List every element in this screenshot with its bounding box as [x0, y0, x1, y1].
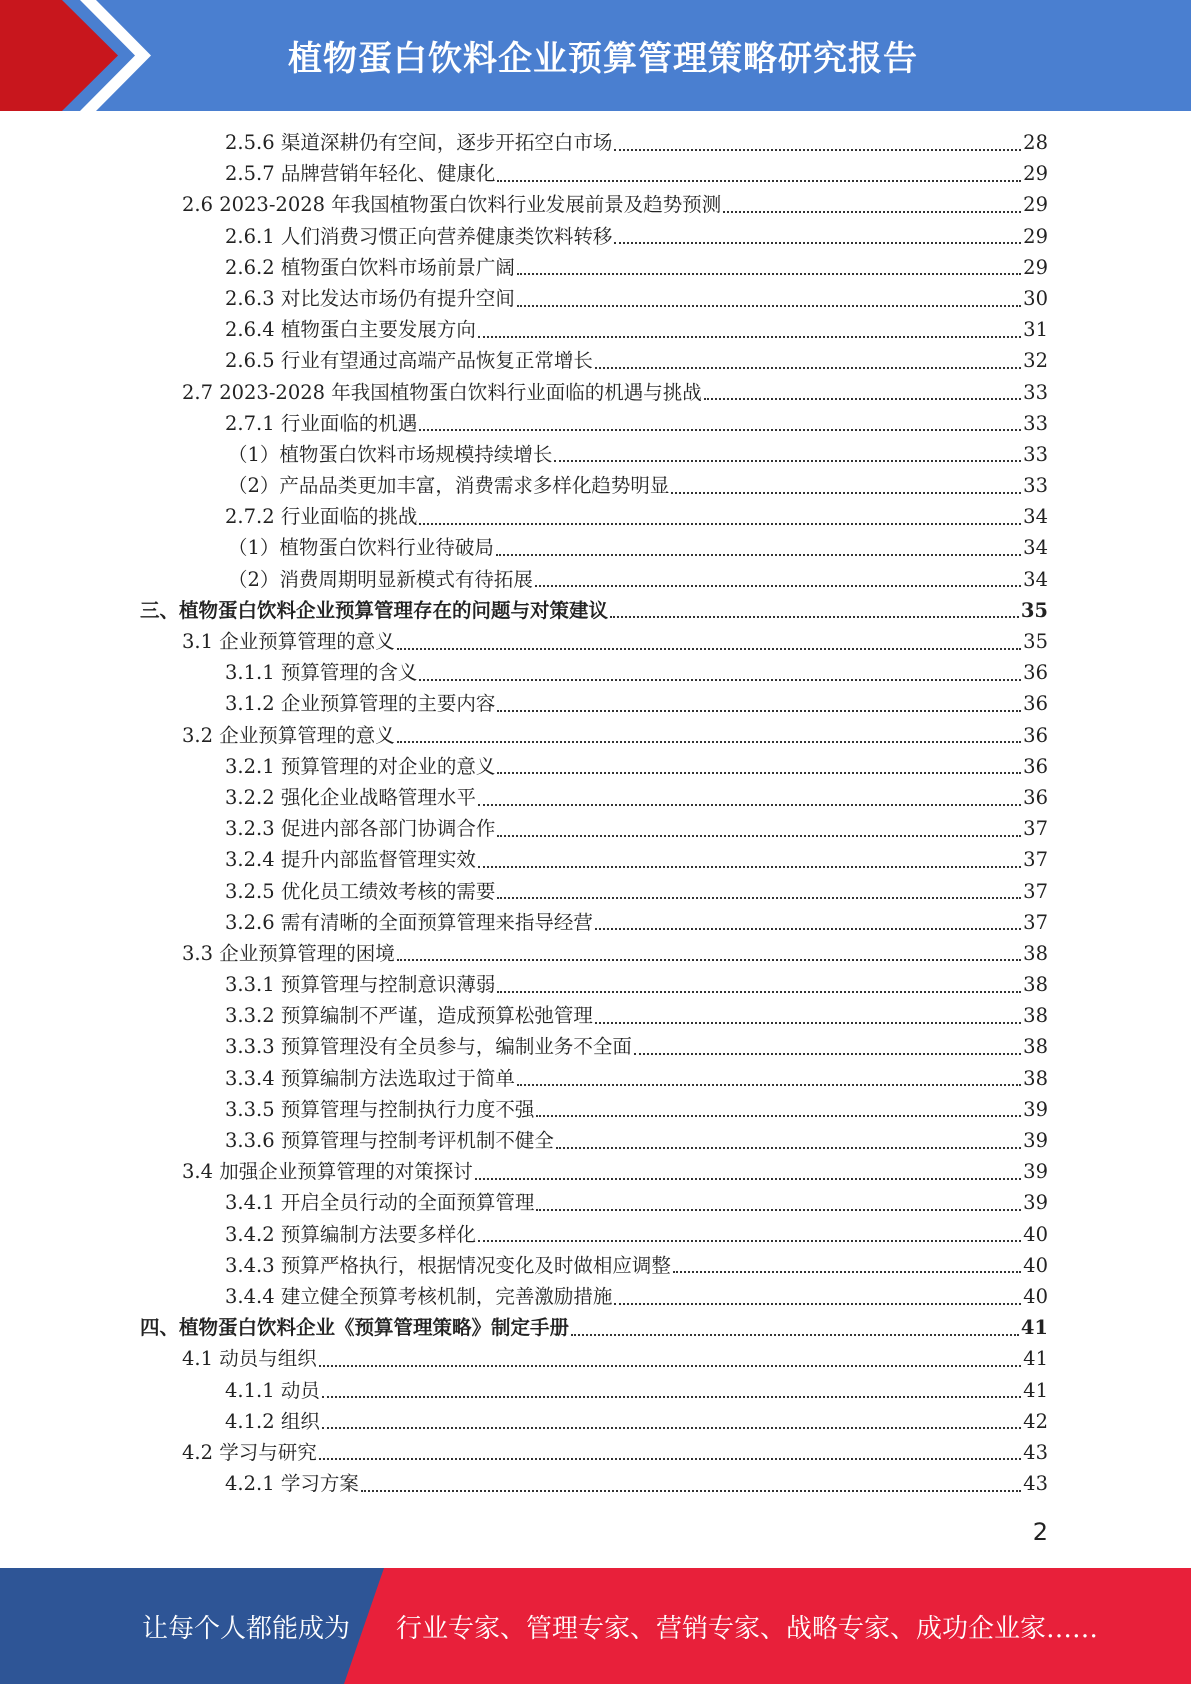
toc-entry[interactable] — [140, 1094, 1048, 1125]
toc-entry-page: 34 — [1023, 536, 1048, 560]
toc-entry-title: 4.2 学习与研究 — [182, 1440, 317, 1464]
toc-leader-dots — [571, 1334, 1019, 1336]
toc-entry-page: 39 — [1023, 1191, 1048, 1215]
toc-entry-title: 4.1.2 组织 — [225, 1409, 320, 1433]
toc-entry-page: 35 — [1023, 630, 1048, 653]
toc-entry-title: 2.6 2023-2028 年我国植物蛋白饮料行业发展前景及趋势预测 — [182, 193, 722, 217]
toc-entry-title: 3.3.3 预算管理没有全员参与，编制业务不全面 — [225, 1035, 632, 1059]
toc-entry[interactable] — [140, 1125, 1048, 1156]
toc-entry-page: 39 — [1023, 1160, 1048, 1184]
toc-entry-page: 32 — [1023, 349, 1048, 373]
toc-entry-title: 3.3.4 预算编制方法选取过于简单 — [225, 1066, 515, 1090]
toc-entry-title: 3.4.3 预算严格执行，根据情况变化及时做相应调整 — [225, 1253, 671, 1277]
toc-entry-title: 3.2.2 强化企业战略管理水平 — [225, 785, 476, 809]
toc-entry-page: 33 — [1023, 442, 1048, 466]
toc-leader-dots — [536, 1115, 1021, 1117]
toc-entry-title: 2.6.5 行业有望通过高端产品恢复正常增长 — [225, 349, 593, 373]
toc-leader-dots — [419, 429, 1021, 431]
toc-entry[interactable] — [140, 969, 1048, 1000]
toc-entry-page: 29 — [1023, 162, 1048, 186]
toc-leader-dots — [419, 523, 1021, 525]
toc-entry[interactable] — [140, 1468, 1048, 1499]
toc-entry[interactable] — [140, 1219, 1048, 1250]
toc-leader-dots — [319, 1458, 1021, 1460]
toc-entry-title: 3.4.4 建立健全预算考核机制，完善激励措施 — [225, 1284, 613, 1308]
page-footer — [0, 1568, 1191, 1684]
toc-entry[interactable] — [140, 532, 1048, 563]
toc-leader-dots — [497, 180, 1021, 182]
toc-entry-page: 39 — [1023, 1097, 1048, 1121]
toc-entry-title: 2.5.6 渠道深耕仍有空间，逐步开拓空白市场 — [225, 131, 613, 154]
toc-leader-dots — [478, 804, 1021, 806]
toc-entry[interactable] — [140, 688, 1048, 719]
toc-entry-title: 2.6.4 植物蛋白主要发展方向 — [225, 318, 476, 342]
toc-entry-page: 33 — [1023, 380, 1048, 404]
toc-entry[interactable] — [140, 439, 1048, 470]
toc-leader-dots — [497, 772, 1021, 774]
toc-entry-title: 3.3.1 预算管理与控制意识薄弱 — [225, 973, 496, 997]
toc-entry-page: 37 — [1023, 879, 1048, 903]
toc-leader-dots — [517, 305, 1021, 307]
toc-entry-title: 3.3.2 预算编制不严谨，造成预算松弛管理 — [225, 1004, 593, 1028]
toc-entry-title: （1）植物蛋白饮料市场规模持续增长 — [228, 442, 553, 466]
toc-entry[interactable] — [140, 408, 1048, 439]
toc-entry[interactable] — [140, 720, 1048, 751]
toc-entry-page: 36 — [1023, 661, 1048, 685]
toc-entry-title: 4.1.1 动员 — [225, 1378, 320, 1402]
toc-entry[interactable] — [140, 377, 1048, 408]
toc-leader-dots — [536, 1209, 1021, 1211]
toc-leader-dots — [497, 835, 1021, 837]
toc-entry-page: 38 — [1023, 1035, 1048, 1059]
toc-entry-title: 四、植物蛋白饮料企业《预算管理策略》制定手册 — [140, 1316, 570, 1340]
toc-entry[interactable] — [140, 252, 1048, 283]
toc-leader-dots — [322, 1427, 1021, 1429]
toc-entry-page: 33 — [1023, 411, 1048, 435]
toc-entry[interactable] — [140, 1000, 1048, 1031]
toc-entry[interactable] — [140, 907, 1048, 938]
toc-entry[interactable] — [140, 158, 1048, 189]
toc-entry-page: 40 — [1023, 1284, 1048, 1308]
toc-entry-page: 29 — [1023, 193, 1048, 217]
toc-entry-title: 3.3.5 预算管理与控制执行力度不强 — [225, 1097, 535, 1121]
toc-entry-title: 3.2 企业预算管理的意义 — [182, 723, 395, 747]
toc-entry-title: 2.6.1 人们消费习惯正向营养健康类饮料转移 — [225, 224, 613, 248]
toc-entry-title: 3.2.3 促进内部各部门协调合作 — [225, 817, 496, 841]
toc-entry-title: 2.6.3 对比发达市场仍有提升空间 — [225, 286, 515, 310]
toc-leader-dots — [497, 710, 1021, 712]
toc-entry[interactable] — [140, 283, 1048, 314]
toc-entry-title: 3.3 企业预算管理的困境 — [182, 941, 395, 965]
toc-entry-title: 3.4 加强企业预算管理的对策探讨 — [182, 1160, 473, 1184]
toc-entry-page: 35 — [1020, 598, 1048, 622]
toc-leader-dots — [610, 616, 1019, 618]
toc-entry[interactable] — [140, 1406, 1048, 1437]
toc-entry-page: 38 — [1023, 941, 1048, 965]
toc-leader-dots — [673, 1271, 1021, 1273]
footer-slogan-right: 行业专家、管理专家、营销专家、战略专家、成功企业家…… — [396, 1613, 1099, 1644]
toc-leader-dots — [614, 149, 1021, 151]
toc-leader-dots — [723, 211, 1021, 213]
toc-entry-page: 31 — [1023, 318, 1048, 342]
toc-entry-page: 37 — [1023, 848, 1048, 872]
toc-entry-page: 38 — [1023, 1004, 1048, 1028]
toc-leader-dots — [478, 1240, 1021, 1242]
toc-entry-page: 34 — [1023, 567, 1048, 591]
toc-entry-page: 43 — [1023, 1440, 1048, 1464]
toc-entry[interactable] — [140, 1375, 1048, 1406]
toc-entry[interactable] — [140, 1281, 1048, 1312]
toc-entry-page: 36 — [1023, 692, 1048, 716]
toc-entry[interactable] — [140, 1312, 1048, 1343]
toc-entry-title: 3.2.5 优化员工绩效考核的需要 — [225, 879, 496, 903]
toc-entry[interactable] — [140, 189, 1048, 220]
toc-leader-dots — [595, 928, 1021, 930]
toc-leader-dots — [475, 1178, 1021, 1180]
toc-entry-title: 3.1 企业预算管理的意义 — [182, 630, 395, 653]
toc-entry-page: 33 — [1023, 474, 1048, 498]
toc-entry[interactable] — [140, 751, 1048, 782]
toc-entry-page: 29 — [1023, 224, 1048, 248]
toc-entry[interactable] — [140, 127, 1048, 158]
toc-leader-dots — [614, 242, 1021, 244]
toc-leader-dots — [319, 1365, 1021, 1367]
toc-entry[interactable] — [140, 813, 1048, 844]
toc-entry[interactable] — [140, 657, 1048, 688]
toc-entry-title: 2.7.1 行业面临的机遇 — [225, 411, 418, 435]
report-title: 植物蛋白饮料企业预算管理策略研究报告 — [288, 39, 918, 79]
toc-entry-page: 29 — [1023, 255, 1048, 279]
toc-entry-page: 39 — [1023, 1129, 1048, 1152]
toc-entry-title: 2.7.2 行业面临的挑战 — [225, 505, 418, 529]
toc-leader-dots — [497, 991, 1021, 993]
toc-entry-page: 43 — [1023, 1472, 1048, 1496]
toc-entry[interactable] — [140, 564, 1048, 595]
toc-leader-dots — [419, 679, 1021, 681]
toc-entry[interactable] — [140, 501, 1048, 532]
toc-entry[interactable] — [140, 938, 1048, 969]
toc-entry-page: 41 — [1020, 1316, 1048, 1340]
toc-entry-title: 3.1.1 预算管理的含义 — [225, 661, 418, 685]
toc-entry-title: 3.4.2 预算编制方法要多样化 — [225, 1222, 476, 1246]
toc-leader-dots — [478, 866, 1021, 868]
toc-entry-title: 4.1 动员与组织 — [182, 1347, 317, 1371]
toc-entry-page: 41 — [1023, 1347, 1048, 1371]
toc-entry-title: （1）植物蛋白饮料行业待破局 — [228, 536, 494, 560]
toc-entry-title: 3.2.6 需有清晰的全面预算管理来指导经营 — [225, 910, 593, 934]
toc-entry-page: 30 — [1023, 286, 1048, 310]
toc-entry[interactable] — [140, 595, 1048, 626]
toc-entry[interactable] — [140, 1156, 1048, 1187]
toc-entry-page: 36 — [1023, 723, 1048, 747]
toc-entry-title: 2.7 2023-2028 年我国植物蛋白饮料行业面临的机遇与挑战 — [182, 380, 702, 404]
toc-entry-page: 42 — [1023, 1409, 1048, 1433]
toc-entry-page: 38 — [1023, 973, 1048, 997]
toc-entry-title: 三、植物蛋白饮料企业预算管理存在的问题与对策建议 — [140, 598, 609, 622]
footer-slogan-left: 让每个人都能成为 — [142, 1613, 351, 1644]
toc-entry[interactable] — [140, 345, 1048, 376]
toc-entry[interactable] — [140, 1063, 1048, 1094]
toc-entry-page: 38 — [1023, 1066, 1048, 1090]
toc-entry-page: 28 — [1023, 131, 1048, 154]
toc-leader-dots — [397, 959, 1021, 961]
toc-leader-dots — [496, 554, 1021, 556]
toc-entry-title: 4.2.1 学习方案 — [225, 1472, 359, 1496]
toc-leader-dots — [704, 398, 1021, 400]
toc-entry-page: 40 — [1023, 1253, 1048, 1277]
toc-entry-page: 37 — [1023, 817, 1048, 841]
toc-entry[interactable] — [140, 221, 1048, 252]
toc-leader-dots — [556, 1147, 1021, 1149]
toc-entry-title: 2.5.7 品牌营销年轻化、健康化 — [225, 162, 496, 186]
toc-entry-page: 37 — [1023, 910, 1048, 934]
toc-entry-title: （2）消费周期明显新模式有待拓展 — [228, 567, 533, 591]
toc-leader-dots — [517, 273, 1021, 275]
toc-entry-page: 40 — [1023, 1222, 1048, 1246]
toc-entry[interactable] — [140, 1250, 1048, 1281]
toc-leader-dots — [517, 1084, 1021, 1086]
toc-entry-page: 36 — [1023, 785, 1048, 809]
toc-entry-page: 34 — [1023, 505, 1048, 529]
toc-entry-page: 41 — [1023, 1378, 1048, 1402]
toc-entry[interactable] — [140, 844, 1048, 875]
toc-leader-dots — [497, 897, 1021, 899]
toc-entry[interactable] — [140, 1031, 1048, 1062]
toc-leader-dots — [554, 460, 1021, 462]
toc-leader-dots — [595, 367, 1021, 369]
toc-entry[interactable] — [140, 782, 1048, 813]
toc-entry-title: 3.2.1 预算管理的对企业的意义 — [225, 754, 496, 778]
toc-entry-title: 3.2.4 提升内部监督管理实效 — [225, 848, 476, 872]
toc-entry[interactable] — [140, 1437, 1048, 1468]
toc-entry-title: 3.3.6 预算管理与控制考评机制不健全 — [225, 1129, 554, 1152]
table-of-contents — [140, 127, 1048, 1499]
toc-entry[interactable] — [140, 1343, 1048, 1374]
toc-leader-dots — [322, 1396, 1021, 1398]
toc-leader-dots — [478, 336, 1021, 338]
toc-entry-title: 2.6.2 植物蛋白饮料市场前景广阔 — [225, 255, 515, 279]
page-header — [0, 0, 1191, 111]
toc-leader-dots — [361, 1490, 1021, 1492]
toc-entry-page: 36 — [1023, 754, 1048, 778]
toc-entry[interactable] — [140, 626, 1048, 657]
toc-leader-dots — [634, 1053, 1021, 1055]
toc-leader-dots — [535, 585, 1021, 587]
toc-leader-dots — [595, 1022, 1021, 1024]
toc-leader-dots — [397, 741, 1021, 743]
page-number: 2 — [1032, 1518, 1048, 1546]
toc-leader-dots — [397, 648, 1021, 650]
toc-leader-dots — [614, 1303, 1021, 1305]
toc-entry-title: 3.4.1 开启全员行动的全面预算管理 — [225, 1191, 535, 1215]
toc-entry[interactable] — [140, 1187, 1048, 1218]
toc-entry[interactable] — [140, 470, 1048, 501]
toc-entry[interactable] — [140, 876, 1048, 907]
toc-entry-title: （2）产品品类更加丰富，消费需求多样化趋势明显 — [228, 474, 670, 498]
toc-entry[interactable] — [140, 314, 1048, 345]
toc-leader-dots — [671, 492, 1021, 494]
toc-entry-title: 3.1.2 企业预算管理的主要内容 — [225, 692, 496, 716]
